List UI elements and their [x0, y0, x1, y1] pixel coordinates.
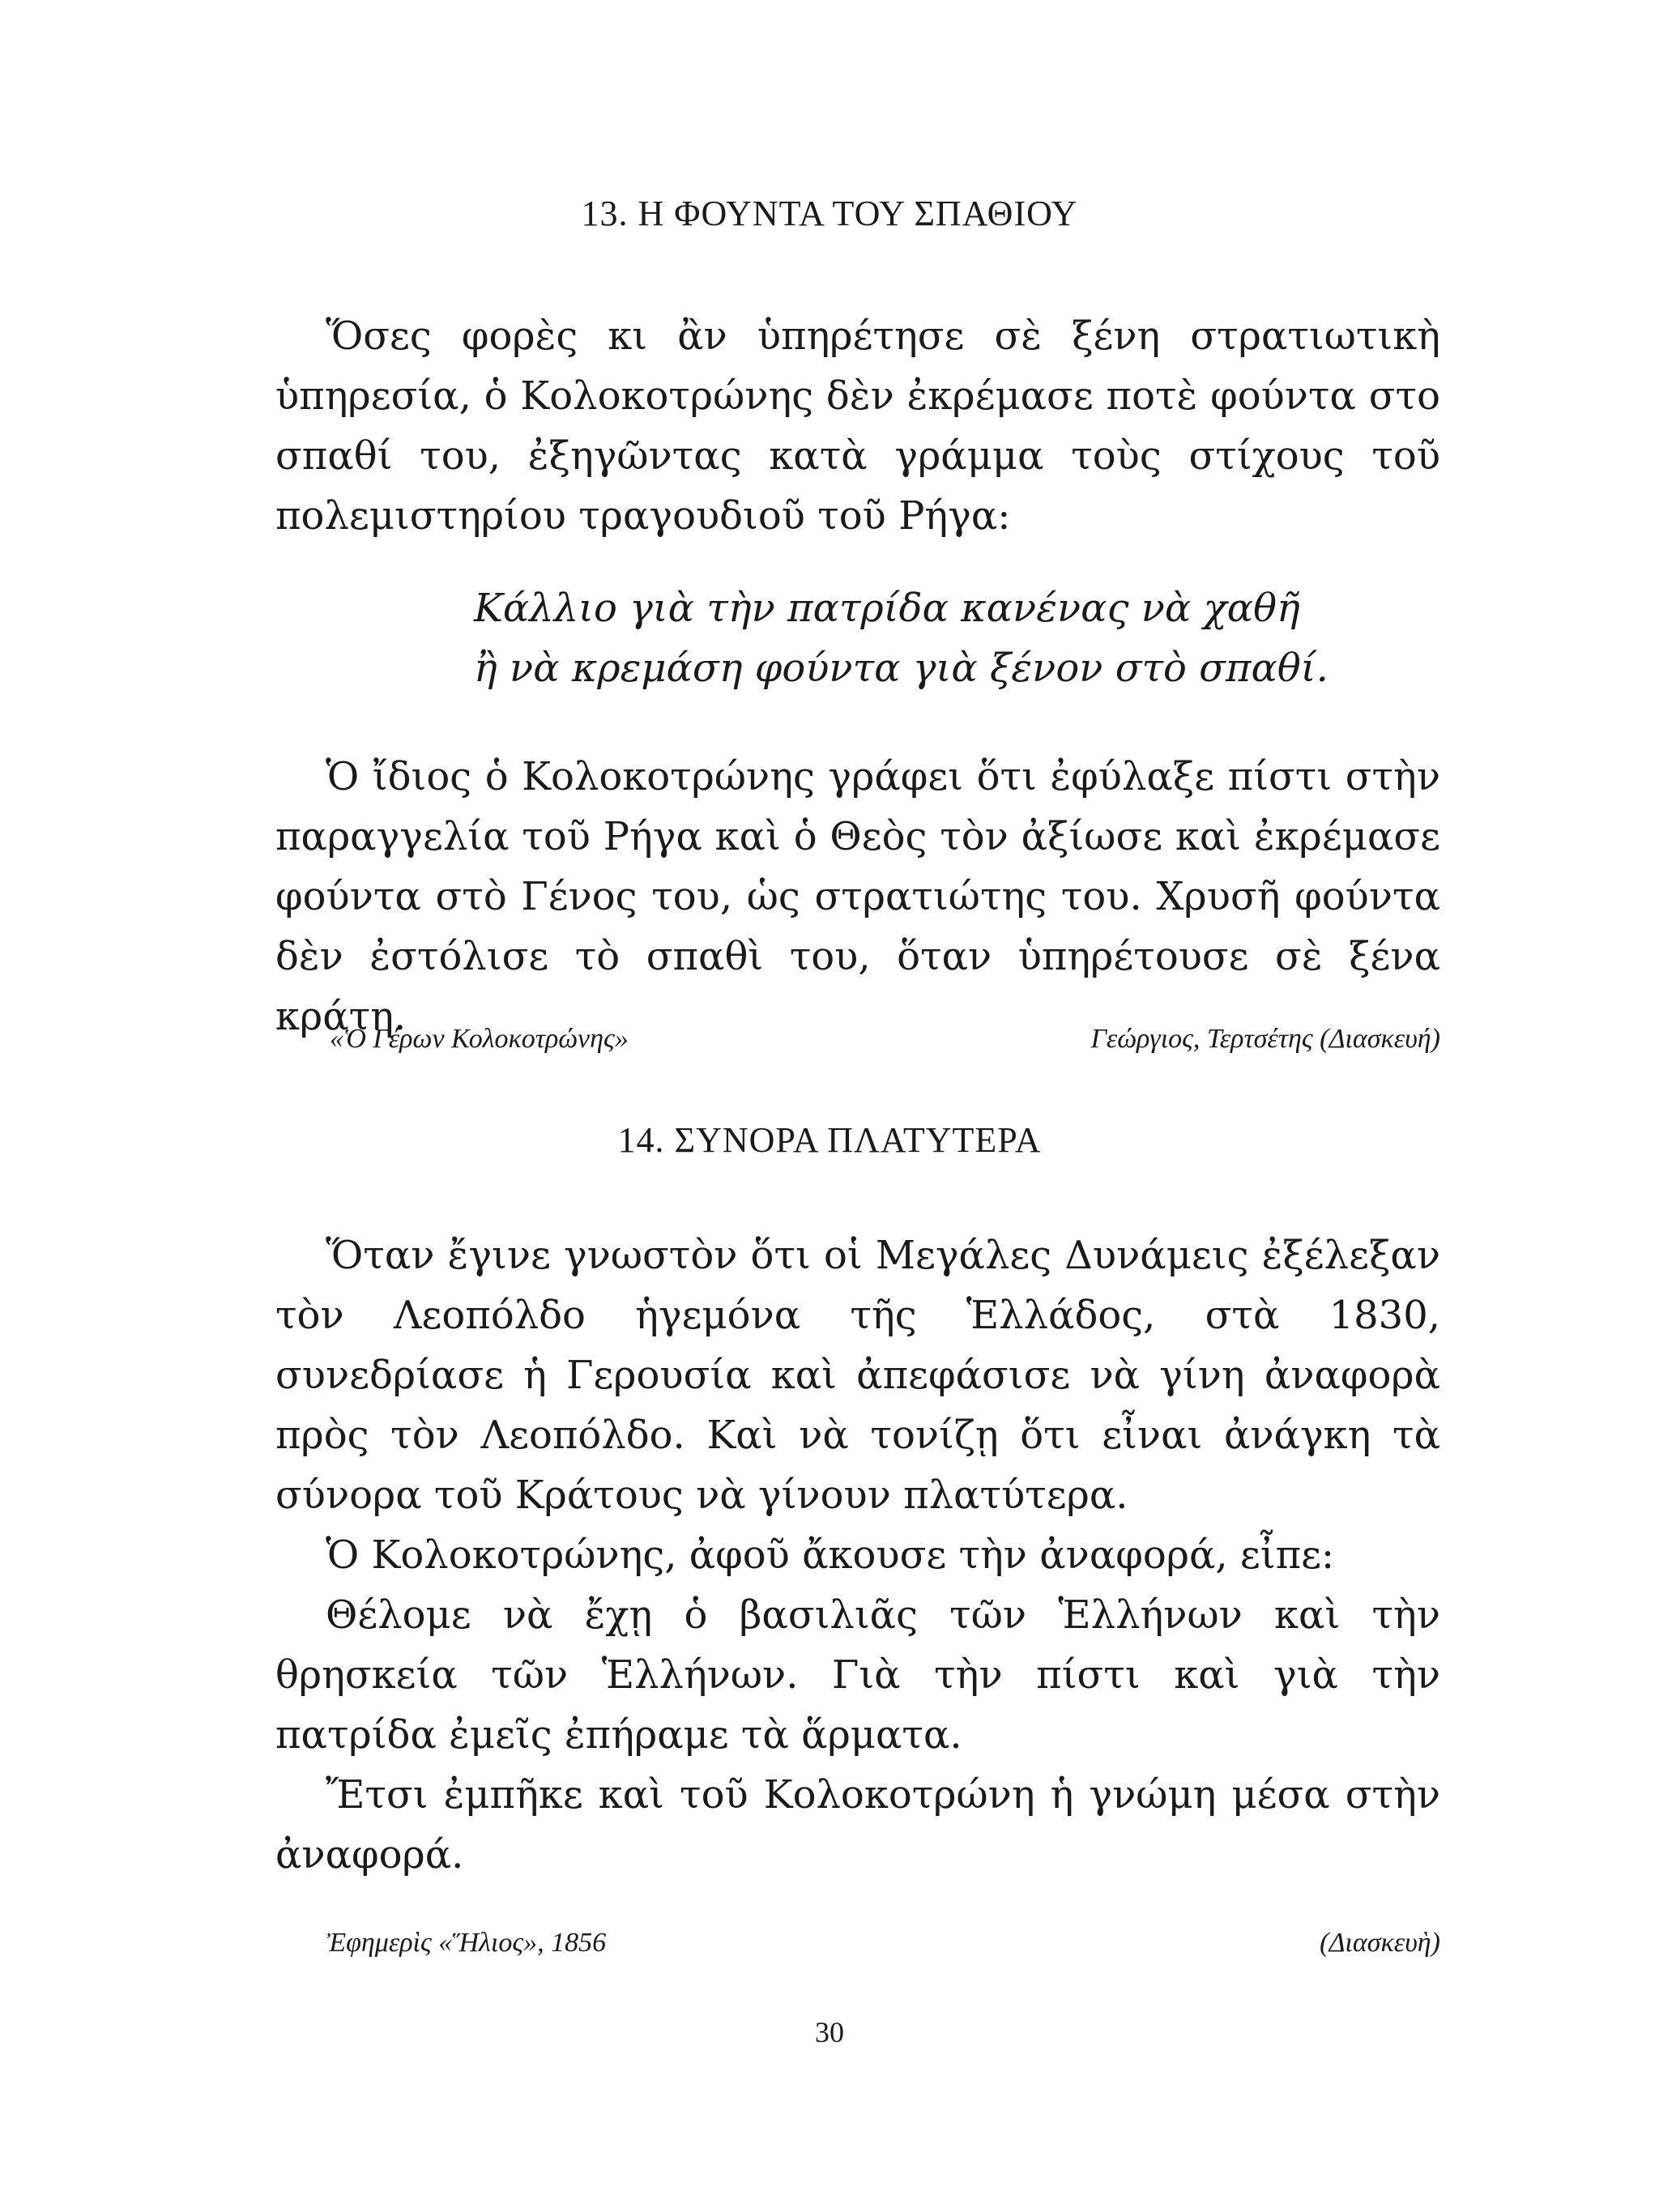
section-14-paragraph-2: Ὁ Κολοκοτρώνης, ἀφοῦ ἄκουσε τὴν ἀναφορά, εἶπε:	[326, 1532, 1335, 1578]
verse-line-2: ἢ νὰ κρεμάση φούντα γιὰ ξένον στὸ σπαθί.	[474, 646, 1328, 691]
poem-verse	[474, 578, 1365, 698]
section-14-paragraph-1: Ὅταν ἔγινε γνωστὸν ὅτι οἱ Μεγάλες Δυνάμεις ἐξέλεξαν τὸν Λεοπόλδο ἡγεμόνα τῆς Ἑλλάδος, στὰ 1830, συνεδρίασε ἡ Γερουσία καὶ ἀπεφάσισε νὰ γίνη ἀναφορὰ πρὸς τὸν Λεοπόλδο. Καὶ νὰ τονίζῃ ὅτι εἶναι ἀνάγκη τὰ σύνορα τοῦ Κράτους νὰ γίνουν πλατύτερα.	[275, 1233, 1440, 1518]
section-14-source-note: (Διασκευὴ)	[1320, 1928, 1440, 1958]
verse-line-1: Κάλλιο γιὰ τὴν πατρίδα κανένας νὰ χαθῆ	[474, 586, 1300, 631]
section-14-source-title: Ἐφημερὶς «Ἥλιος», 1856	[326, 1928, 607, 1958]
section-14-title: 14. ΣΥΝΟΡΑ ΠΛΑΤΥΤΕΡΑ	[617, 1120, 1042, 1160]
section-13-source-author: Γεώργιος, Τερτσέτης (Διασκευή)	[1090, 1024, 1440, 1054]
section-14-paragraph-4: Ἔτσι ἐμπῆκε καὶ τοῦ Κολοκοτρώνη ἡ γνώμη μέσα στὴν ἀναφορά.	[275, 1772, 1440, 1877]
section-13-title: 13. Η ΦΟΥΝΤΑ ΤΟΥ ΣΠΑΘΙΟΥ	[581, 194, 1078, 233]
section-13-source-title: «Ὁ Γέρων Κολοκοτρώνης»	[330, 1024, 629, 1054]
page-number: 30	[815, 2016, 844, 2048]
section-14-paragraph-3: Θέλομε νὰ ἔχῃ ὁ βασιλιᾶς τῶν Ἑλλήνων καὶ τὴν θρησκεία τῶν Ἑλλήνων. Γιὰ τὴν πίστι καὶ γιὰ τὴν πατρίδα ἐμεῖς ἐπήραμε τὰ ἅρματα.	[275, 1592, 1440, 1758]
section-13-paragraph-1: Ὅσες φορὲς κι ἂν ὑπηρέτησε σὲ ξένη στρατιωτικὴ ὑπηρεσία, ὁ Κολοκοτρώνης δὲν ἐκρέμασε ποτὲ φούντα στο σπαθί του, ἐξηγῶντας κατὰ γράμμα τοὺς στίχους τοῦ πολεμιστηρίου τραγουδιοῦ τοῦ Ρήγα:	[275, 313, 1440, 539]
section-13-paragraph-2: Ὁ ἴδιος ὁ Κολοκοτρώνης γράφει ὅτι ἐφύλαξε πίστι στὴν παραγγελία τοῦ Ρήγα καὶ ὁ Θεὸς τὸν ἀξίωσε καὶ ἐκρέμασε φούντα στὸ Γένος του, ὡς στρατιώτης του. Χρυσῆ φούντα δὲν ἐστόλισε τὸ σπαθὶ του, ὅταν ὑπηρέτουσε σὲ ξένα κράτη.	[275, 754, 1440, 1039]
